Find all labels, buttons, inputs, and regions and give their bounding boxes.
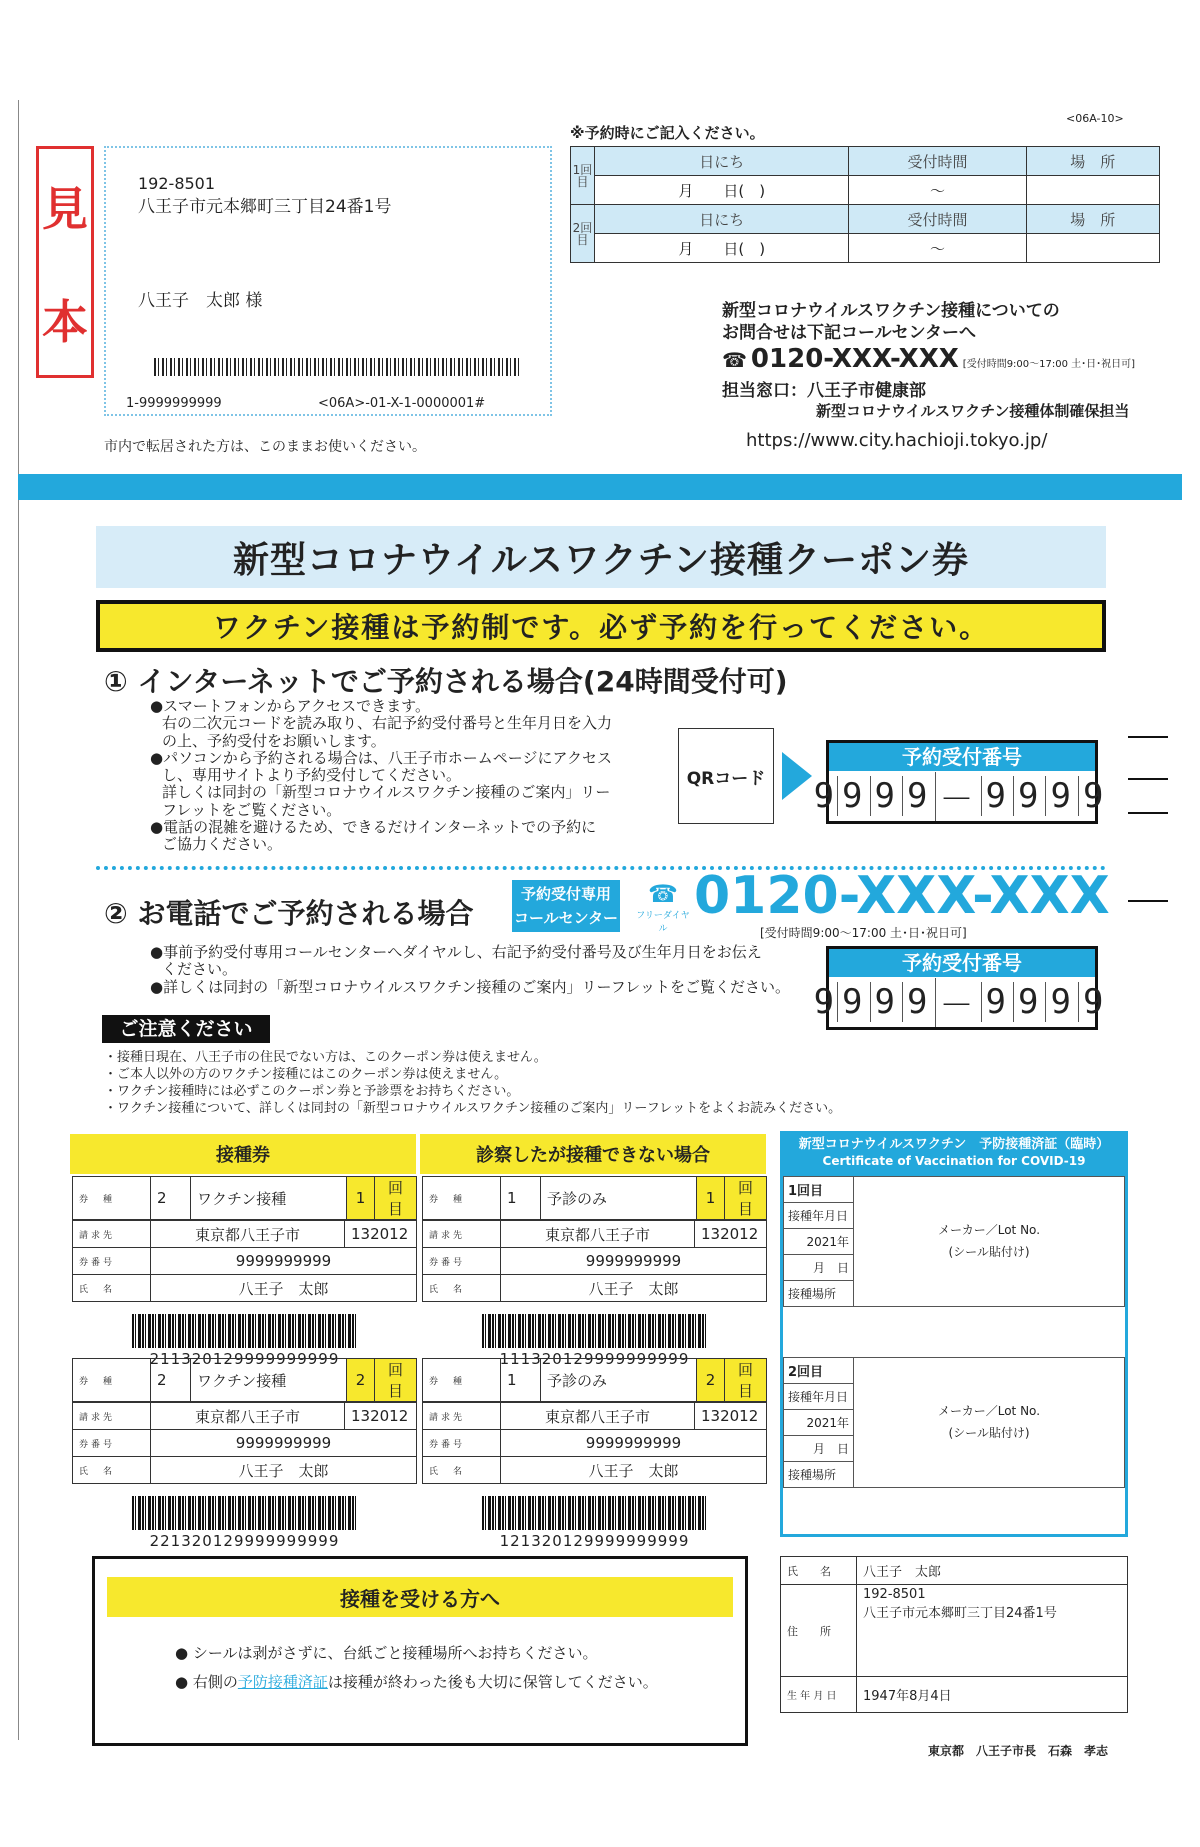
round-no: 2	[697, 1359, 725, 1402]
digit: 9	[1078, 982, 1110, 1022]
phone-heading: ② お電話でご予約される場合	[104, 897, 474, 930]
kind-desc: ワクチン接種	[191, 1359, 347, 1402]
kind-value: 1	[501, 1177, 541, 1220]
badge-line2: コールセンター	[513, 909, 619, 927]
certificate-spacer	[783, 1307, 1125, 1357]
reservation-number	[813, 977, 1107, 1027]
addressee-name: 八王子 太郎 様	[138, 291, 263, 311]
caution-item: ・ワクチン接種時には必ずこのクーポン券と予診票をお持ちください。	[104, 1083, 520, 1099]
sticker-area	[854, 1177, 1125, 1307]
city-url[interactable]: https://www.city.hachioji.tokyo.jp/	[746, 429, 1048, 451]
place-field	[1026, 176, 1160, 205]
coupon-barcode	[132, 1314, 357, 1348]
cut-mark	[1128, 736, 1168, 738]
recipient-list	[95, 1617, 745, 1696]
certificate-title-en: Certificate of Vaccination for COVID-19	[822, 1153, 1086, 1168]
maker-lot: メーカー／Lot No.	[937, 1403, 1041, 1418]
coupon-number: 9999999999	[151, 1248, 417, 1275]
digit: 9	[1013, 982, 1045, 1022]
label-bill: 請求先	[423, 1221, 501, 1248]
caution-item: ・接種日現在、八王子市の住民でない方は、このクーポン券は使えません。	[104, 1050, 547, 1065]
label-bill: 請求先	[423, 1403, 501, 1430]
reservation-number	[813, 771, 1107, 821]
bill-to: 東京都八王子市	[501, 1221, 695, 1248]
label-number: 券番号	[73, 1430, 151, 1457]
bill-to: 東京都八王子市	[501, 1403, 695, 1430]
caution-item: ・ご本人以外の方のワクチン接種にはこのクーポン券は使えません。	[104, 1066, 508, 1082]
holder-name: 八王子 太郎	[501, 1275, 767, 1302]
margin-line	[18, 100, 19, 1740]
recipient-box	[92, 1556, 748, 1746]
cut-mark	[1128, 778, 1168, 780]
recipient-heading: 接種を受ける方へ	[107, 1577, 733, 1617]
label-kind: 券 種	[423, 1359, 501, 1402]
month-day-label: 月 日	[784, 1436, 854, 1462]
caution-list	[104, 1050, 841, 1118]
id-right: <06A>-01-X-1-0000001#	[318, 396, 486, 411]
round-label: 回目	[375, 1177, 417, 1220]
digit: 9	[870, 982, 902, 1022]
col-time: 受付時間	[849, 205, 1026, 234]
caution-heading: ご注意ください	[102, 1015, 270, 1043]
digit: －	[935, 772, 981, 821]
digit: 9	[1045, 982, 1077, 1022]
time-field: ～	[849, 234, 1026, 263]
bullet: ●スマートフォンからアクセスできます。	[150, 697, 430, 715]
label-birthdate: 生 年 月 日	[781, 1677, 857, 1713]
bullet-cont: 詳しくは同封の「新型コロナウイルスワクチン接種のご案内」リー	[162, 783, 611, 802]
bullet: ●パソコンから予約される場合は、八王子市ホームページにアクセス	[150, 748, 613, 767]
month-day-label: 月 日	[784, 1255, 854, 1281]
bullet-cont: 右の二次元コードを読み取り、右記予約受付番号と生年月日を入力	[162, 714, 613, 733]
reservation-table	[570, 146, 1160, 263]
call-center-tel[interactable]: 0120-XXX-XXX	[694, 866, 1110, 926]
call-center-hours: [受付時間9:00～17:00 土･日･祝日可]	[760, 926, 967, 940]
postal-code: 192-8501	[138, 174, 216, 193]
label-number: 券番号	[73, 1248, 151, 1275]
digit: 9	[870, 776, 902, 816]
internet-heading: ① インターネットでご予約される場合(24時間受付可)	[104, 665, 788, 698]
qr-code[interactable]: QRコード	[678, 728, 774, 824]
blue-divider	[18, 474, 1182, 500]
col-place: 場 所	[1026, 205, 1160, 234]
certificate-title: 新型コロナウイルスワクチン 予防接種済証（臨時）	[798, 1137, 1110, 1152]
place-label: 接種場所	[784, 1462, 854, 1488]
digit: 9	[837, 982, 869, 1022]
bullet: ●事前予約受付専用コールセンターへダイヤルし、右記予約受付番号及び生年月日をお伝え	[150, 943, 762, 961]
label-name: 氏 名	[73, 1275, 151, 1302]
time-field: ～	[849, 176, 1026, 205]
round-1-label: 1回目	[571, 147, 595, 205]
reservation-note: ※予約時にご記入ください。	[570, 124, 765, 142]
reservation-number-internet	[813, 740, 1107, 824]
bullet-cont: の上、予約受付をお願いします。	[162, 731, 386, 750]
reservation-banner: ワクチン接種は予約制です。必ず予約を行ってください。	[96, 600, 1106, 652]
digit: 9	[902, 982, 934, 1022]
label-bill: 請求先	[73, 1221, 151, 1248]
maker-lot: メーカー／Lot No.	[937, 1222, 1041, 1237]
date-field: 月 日( )	[595, 176, 849, 205]
coupon-barcode	[132, 1496, 357, 1530]
barcode-number: 211320129999999999	[149, 1350, 340, 1368]
bullet-cont: フレットをご覧ください。	[162, 800, 342, 819]
reservation-number-label: 予約受付番号	[829, 743, 1095, 771]
round-no: 1	[347, 1177, 375, 1220]
sticker-note: (シール貼付け)	[948, 1244, 1030, 1259]
label-kind: 券 種	[73, 1177, 151, 1220]
contact-tel[interactable]: 0120-XXX-XXX	[750, 344, 959, 375]
contact-hours: [受付時間9:00～17:00 土･日･祝日可]	[962, 359, 1136, 371]
coupon-1-vaccine[interactable]	[72, 1176, 417, 1368]
round-no: 2	[347, 1359, 375, 1402]
col-place: 場 所	[1026, 147, 1160, 176]
digit: 9	[902, 776, 934, 816]
postal-barcode	[154, 358, 519, 376]
digit: 9	[981, 982, 1013, 1022]
moved-note: 市内で転居された方は、このままお使いください。	[104, 439, 426, 455]
sticker-note: (シール貼付け)	[948, 1425, 1030, 1440]
round-no: 1	[697, 1177, 725, 1220]
bullet: ●詳しくは同封の「新型コロナウイルスワクチン接種のご案内」リーフレットをご覧ください。	[150, 977, 790, 996]
kind-desc: ワクチン接種	[191, 1177, 347, 1220]
barcode-number: 121320129999999999	[499, 1532, 690, 1550]
label-kind: 券 種	[73, 1359, 151, 1402]
dept-name: 新型コロナウイルスワクチン接種体制確保担当	[816, 402, 1130, 421]
arrow-right-icon	[782, 752, 812, 800]
bill-to: 東京都八王子市	[151, 1221, 345, 1248]
round-2-label: 2回目	[571, 205, 595, 263]
internet-bullets	[150, 698, 670, 853]
person-name: 八王子 太郎	[857, 1557, 1128, 1585]
col-date: 日にち	[595, 205, 849, 234]
digit: 9	[813, 982, 838, 1022]
coupon-2-exam[interactable]	[422, 1358, 767, 1550]
person-info	[780, 1556, 1128, 1713]
coupon-1-exam[interactable]	[422, 1176, 767, 1368]
kind-desc: 予診のみ	[541, 1177, 697, 1220]
caution-item: ・ワクチン接種について、詳しくは同封の「新型コロナウイルスワクチン接種のご案内」リーフレットをよくお読みください。	[104, 1100, 842, 1116]
label-name: 氏 名	[423, 1275, 501, 1302]
holder-name: 八王子 太郎	[151, 1457, 417, 1484]
coupon-right-heading: 診察したが接種できない場合	[420, 1134, 766, 1174]
contact-line1: 新型コロナウイルスワクチン接種についての	[722, 301, 1060, 321]
person-address: 192-8501 八王子市元本郷町三丁目24番1号	[857, 1585, 1128, 1677]
year-label: 2021年	[784, 1410, 854, 1436]
freedial-icon: ☎ フリーダイヤル	[636, 880, 690, 934]
cut-mark	[1128, 900, 1168, 902]
person-birthdate: 1947年8月4日	[857, 1677, 1128, 1713]
digit: －	[935, 978, 981, 1027]
cut-mark	[1128, 812, 1168, 814]
barcode-number: 111320129999999999	[499, 1350, 690, 1368]
recipient-item: ● シールは剥がさずに、台紙ごと接種場所へお持ちください。	[175, 1644, 598, 1662]
phone-icon: ☎	[722, 348, 747, 373]
label-number: 券番号	[423, 1248, 501, 1275]
reservation-number-phone	[813, 946, 1107, 1030]
coupon-2-vaccine[interactable]	[72, 1358, 417, 1550]
digit: 9	[981, 776, 1013, 816]
certificate-dose-2	[783, 1357, 1125, 1488]
bill-to: 東京都八王子市	[151, 1403, 345, 1430]
mayor-signature: 東京都 八王子市長 石森 孝志	[928, 1744, 1109, 1758]
digit: 9	[1045, 776, 1077, 816]
badge-line1: 予約受付専用	[520, 885, 611, 903]
dose-2-label: 2回目	[784, 1358, 854, 1384]
label-name: 氏 名	[781, 1557, 857, 1585]
contact-block	[722, 300, 1162, 451]
col-date: 日にち	[595, 147, 849, 176]
digit: 9	[1078, 776, 1110, 816]
coupon-number: 9999999999	[501, 1248, 767, 1275]
digit: 9	[837, 776, 869, 816]
place-field	[1026, 234, 1160, 263]
certificate-header	[783, 1134, 1125, 1176]
kind-value: 2	[151, 1359, 191, 1402]
bill-code: 132012	[345, 1403, 417, 1430]
id-left: 1-9999999999	[126, 396, 222, 411]
round-label: 回目	[725, 1359, 767, 1402]
phone-bullets	[150, 944, 830, 996]
digit: 9	[813, 776, 838, 816]
kind-value: 1	[501, 1359, 541, 1402]
coupon-left-heading: 接種券	[70, 1134, 416, 1174]
round-label: 回目	[375, 1359, 417, 1402]
bullet-cont: ご協力ください。	[162, 835, 283, 853]
call-center-badge	[512, 880, 620, 932]
label-name: 氏 名	[73, 1457, 151, 1484]
coupon-barcode	[482, 1314, 707, 1348]
label-bill: 請求先	[73, 1403, 151, 1430]
year-label: 2021年	[784, 1229, 854, 1255]
reservation-number-label: 予約受付番号	[829, 949, 1095, 977]
kind-value: 2	[151, 1177, 191, 1220]
digit: 9	[1013, 776, 1045, 816]
recipient-item: ● 右側の予防接種済証は接種が終わった後も大切に保管してください。	[175, 1672, 658, 1691]
contact-line2: お問合せは下記コールセンターへ	[722, 323, 976, 344]
address-line: 八王子市元本郷町三丁目24番1号	[138, 197, 392, 217]
col-time: 受付時間	[849, 147, 1026, 176]
dept-label: 担当窓口：八王子市健康部	[722, 381, 926, 402]
bullet: ●電話の混雑を避けるため、できるだけインターネットでの予約に	[150, 817, 597, 836]
sample-stamp: 見 本	[36, 146, 94, 378]
holder-name: 八王子 太郎	[501, 1457, 767, 1484]
sticker-area	[854, 1358, 1125, 1488]
date-field: 月 日( )	[595, 234, 849, 263]
bill-code: 132012	[345, 1221, 417, 1248]
vaccination-certificate	[780, 1131, 1128, 1537]
bill-code: 132012	[695, 1221, 767, 1248]
bullet-cont: し、専用サイトより予約受付してください。	[162, 766, 461, 784]
label-name: 氏 名	[423, 1457, 501, 1484]
doc-code: <06A-10>	[1066, 112, 1124, 125]
kind-desc: 予診のみ	[541, 1359, 697, 1402]
date-label: 接種年月日	[784, 1384, 854, 1410]
coupon-number: 9999999999	[501, 1430, 767, 1457]
dose-1-label: 1回目	[784, 1177, 854, 1203]
coupon-barcode	[482, 1496, 707, 1530]
bill-code: 132012	[695, 1403, 767, 1430]
holder-name: 八王子 太郎	[151, 1275, 417, 1302]
bullet-cont: ください。	[162, 960, 238, 979]
label-kind: 券 種	[423, 1177, 501, 1220]
date-label: 接種年月日	[784, 1203, 854, 1229]
label-address: 住 所	[781, 1585, 857, 1677]
address-box	[104, 146, 552, 416]
coupon-title: 新型コロナウイルスワクチン接種クーポン券	[96, 526, 1106, 588]
round-label: 回目	[725, 1177, 767, 1220]
label-number: 券番号	[423, 1430, 501, 1457]
coupon-number: 9999999999	[151, 1430, 417, 1457]
place-label: 接種場所	[784, 1281, 854, 1307]
barcode-number: 221320129999999999	[149, 1532, 340, 1550]
certificate-dose-1	[783, 1176, 1125, 1307]
contact-tel-row	[722, 344, 1162, 374]
